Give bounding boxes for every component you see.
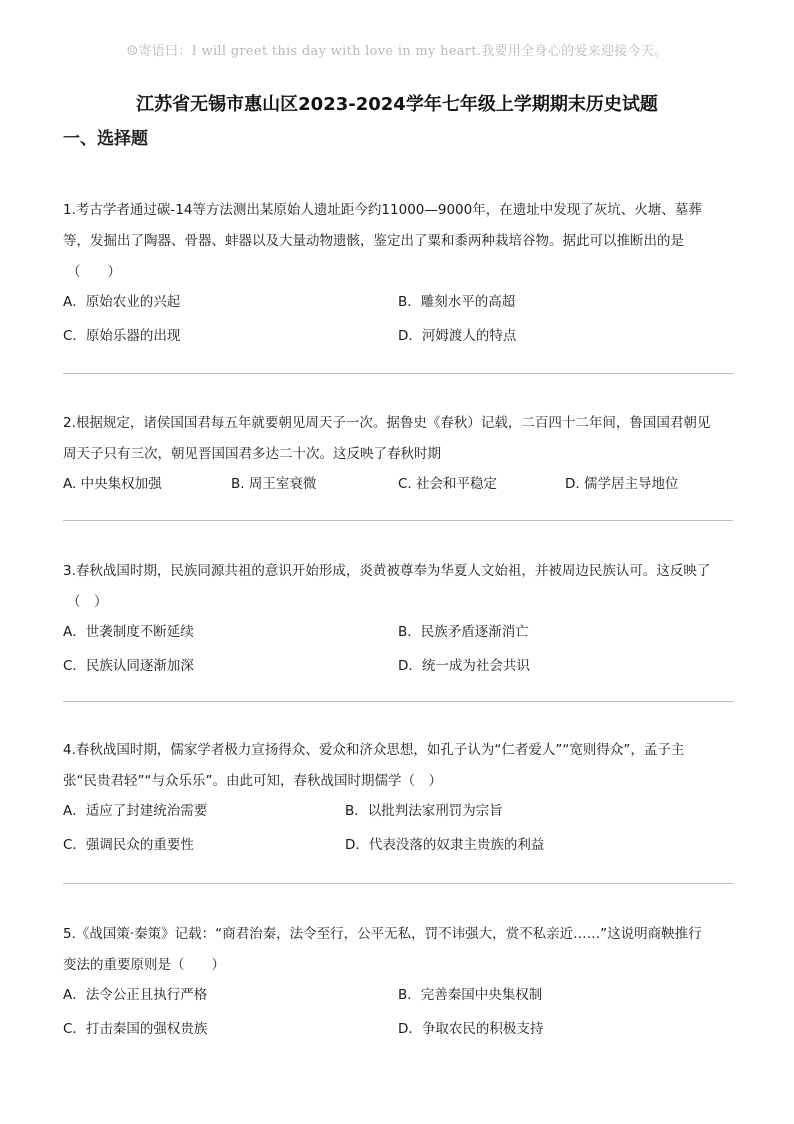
option-b[interactable]: B．完善秦国中央集权制 [398, 987, 543, 1003]
option-b[interactable]: B．以批判法家刑罚为宗旨 [345, 803, 503, 819]
option-a[interactable]: A．世袭制度不断延续 [63, 624, 194, 640]
question-stem-line: 周天子只有三次，朝见晋国国君多达二十次。这反映了春秋时期 [63, 446, 441, 462]
option-a[interactable]: A．原始农业的兴起 [63, 294, 181, 310]
divider [63, 520, 733, 521]
options [63, 983, 735, 1051]
question-stem-line: 4.春秋战国时期，儒家学者极力宣扬得众、爱众和济众思想，如孔子认为“仁者爱人”“宽则得众”，孟子主 [63, 742, 685, 758]
option-a[interactable]: A．适应了封建统治需要 [63, 803, 208, 819]
options [63, 290, 735, 358]
option-c[interactable]: C．打击秦国的强权贵族 [63, 1021, 208, 1037]
option-d[interactable]: D．河姆渡人的特点 [398, 328, 517, 344]
option-c[interactable]: C．原始乐器的出现 [63, 328, 181, 344]
question-stem-line: 张“民贵君轻”“与众乐乐”。由此可知，春秋战国时期儒学（ ） [63, 773, 442, 789]
question-stem-line: （ ） [67, 594, 108, 610]
option-d[interactable]: D．争取农民的积极支持 [398, 1021, 544, 1037]
options [63, 620, 735, 688]
question-1 [63, 195, 735, 358]
options [63, 472, 735, 502]
option-d[interactable]: D. 儒学居主导地位 [565, 476, 679, 492]
option-c[interactable]: C. 社会和平稳定 [398, 476, 498, 492]
option-c[interactable]: C．强调民众的重要性 [63, 837, 194, 853]
question-stem-line: 5.《战国策·秦策》记载：“商君治秦，法令至行，公平无私，罚不讳强大，赏不私亲近……”这说明商鞅推行 [63, 926, 702, 942]
question-stem-line: 等，发掘出了陶器、骨器、蚌器以及大量动物遗骸，鉴定出了粟和黍两种栽培谷物。据此可以推断出的是 [63, 233, 684, 249]
option-a[interactable]: A. 中央集权加强 [63, 476, 162, 492]
question-stem-line: 变法的重要原则是（ ） [63, 957, 225, 973]
page-title: 江苏省无锡市惠山区2023-2024学年七年级上学期期末历史试题 [136, 94, 658, 115]
question-stem-line: 2.根据规定，诸侯国国君每五年就要朝见周天子一次。据鲁史《春秋）记载，二百四十二年间，鲁国国君朝见 [63, 415, 711, 431]
question-stem-line: 1.考古学者通过碳-14等方法测出某原始人遗址距今约11000—9000年，在遗址中发现了灰坑、火塘、墓葬 [63, 202, 702, 218]
option-d[interactable]: D．代表没落的奴隶主贵族的利益 [345, 837, 545, 853]
option-a[interactable]: A．法令公正且执行严格 [63, 987, 208, 1003]
section-heading: 一、选择题 [63, 129, 148, 149]
question-4 [63, 735, 735, 867]
question-3 [63, 556, 735, 688]
divider [63, 373, 733, 374]
option-b[interactable]: B. 周王室衰微 [231, 476, 317, 492]
option-d[interactable]: D．统一成为社会共识 [398, 658, 530, 674]
page-header-motto: ☺寄语曰：I will greet this day with love in my heart.我要用全身心的爱来迎接今天。 [126, 44, 668, 59]
divider [63, 701, 733, 702]
question-2 [63, 408, 735, 502]
options [63, 799, 735, 867]
option-c[interactable]: C．民族认同逐渐加深 [63, 658, 194, 674]
question-5 [63, 919, 735, 1051]
option-b[interactable]: B．民族矛盾逐渐消亡 [398, 624, 529, 640]
question-stem-line: 3.春秋战国时期，民族同源共祖的意识开始形成，炎黄被尊奉为华夏人文始祖，并被周边民族认可。这反映了 [63, 563, 711, 579]
question-stem-line: （ ） [67, 264, 121, 280]
divider [63, 883, 733, 884]
option-b[interactable]: B．雕刻水平的高超 [398, 294, 516, 310]
